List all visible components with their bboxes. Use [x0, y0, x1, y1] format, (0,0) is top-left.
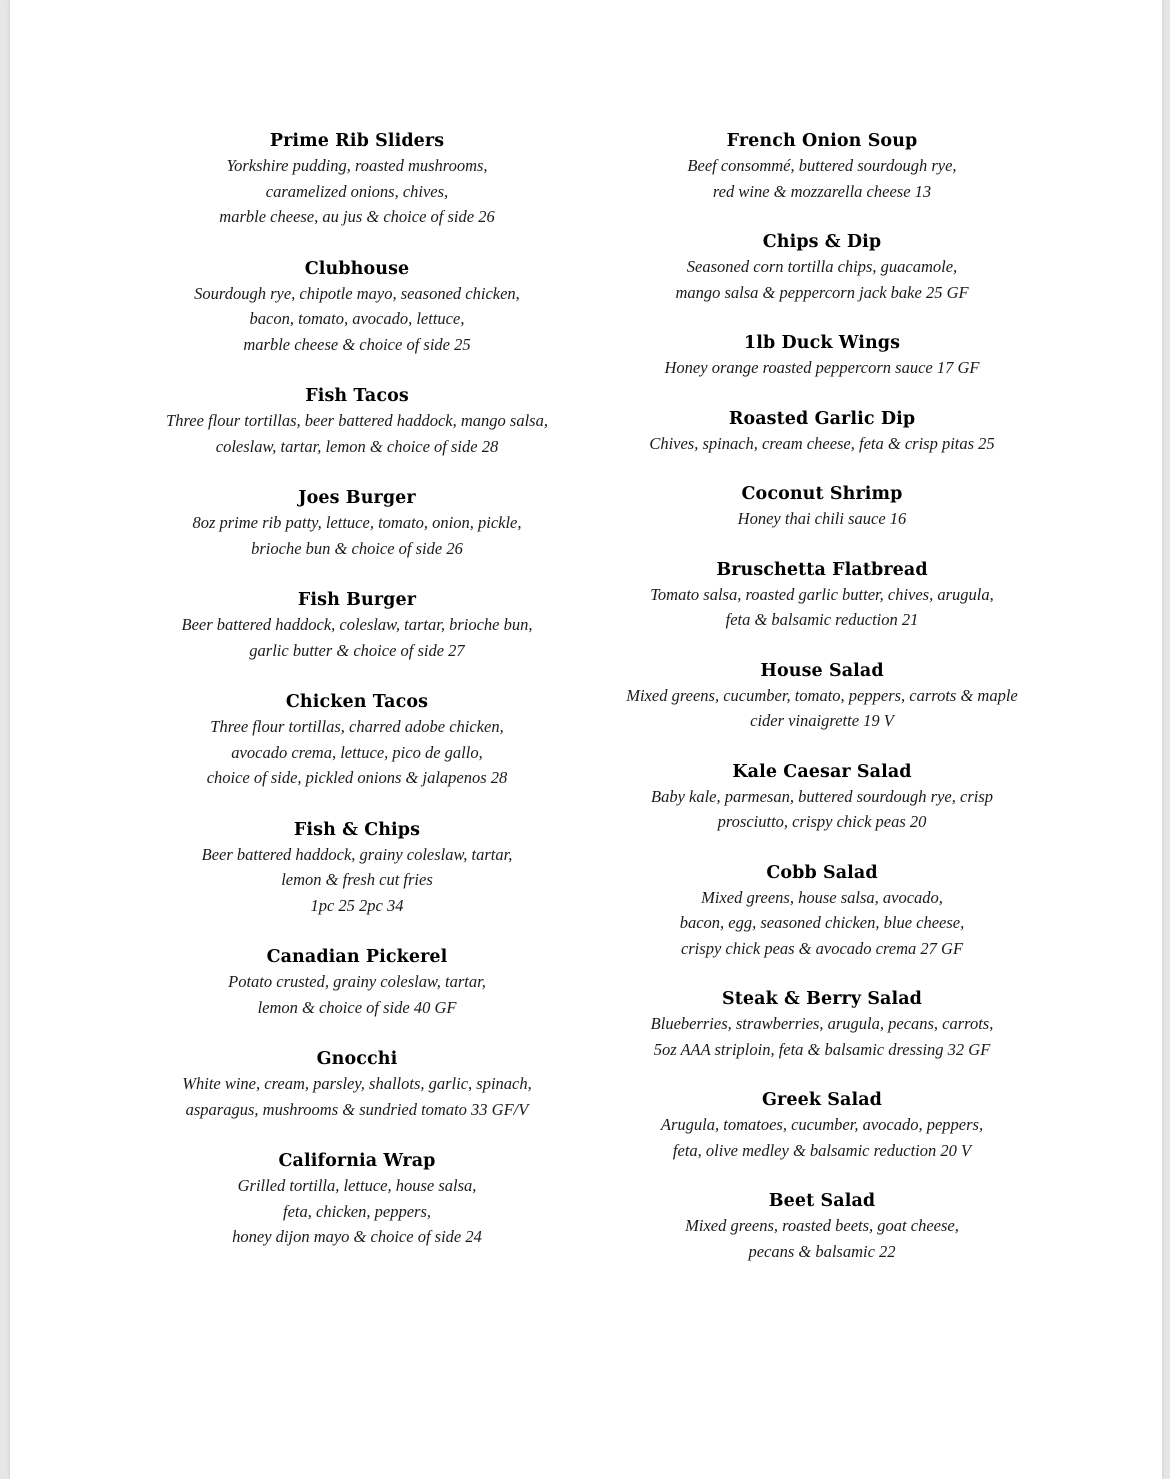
menu-item-description: Blueberries, strawberries, arugula, pecans, carrots, 5oz AAA striploin, feta & balsamic dressing 32 GF [650, 1014, 994, 1059]
menu-item [150, 945, 564, 1020]
menu-item [618, 861, 1026, 962]
menu-item [618, 1088, 1026, 1163]
menu-item [150, 588, 564, 663]
menu-item-name: Beet Salad [768, 1191, 876, 1211]
menu-column-right [618, 129, 1026, 1290]
menu-item-name: Prime Rib Sliders [269, 131, 445, 151]
menu-item-name: Fish Tacos [305, 386, 409, 406]
menu-item-description: Mixed greens, house salsa, avocado, bacon, egg, seasoned chicken, blue cheese, crispy chick peas & avocado crema 27 GF [679, 887, 965, 958]
menu-item [618, 760, 1026, 835]
menu-item-name: Chips & Dip [762, 232, 882, 252]
menu-column-left [150, 129, 564, 1277]
menu-item-name: House Salad [760, 660, 884, 681]
menu-item-description: Chives, spinach, cream cheese, feta & crisp pitas 25 [649, 433, 995, 453]
menu-item [150, 486, 564, 561]
menu-item [150, 257, 564, 358]
menu-item [150, 818, 564, 919]
menu-item-name: Clubhouse [304, 258, 410, 279]
menu-item-description: Potato crusted, grainy coleslaw, tartar, lemon & choice of side 40 GF [228, 972, 486, 1017]
menu-item-name: Joes Burger [298, 488, 416, 508]
menu-item-name: Bruschetta Flatbread [716, 559, 928, 580]
menu-item-name: Gnocchi [316, 1049, 398, 1069]
menu-item-description: Honey thai chili sauce 16 [737, 509, 907, 528]
menu-item-description: Seasoned corn tortilla chips, guacamole, mango salsa & peppercorn jack bake 25 GF [675, 257, 969, 302]
menu-item-description: Arugula, tomatoes, cucumber, avocado, peppers, feta, olive medley & balsamic reduction 20 V [660, 1115, 984, 1160]
menu-item-name: Fish Burger [297, 590, 417, 610]
menu-item-description: Three flour tortillas, charred adobe chicken, avocado crema, lettuce, pico de gallo, choice of side, pickled onions & jalapenos 28 [206, 717, 508, 787]
menu-item-description: Sourdough rye, chipotle mayo, seasoned chicken, bacon, tomato, avocado, lettuce, marble cheese & choice of side 25 [194, 283, 520, 354]
menu-item-name: Greek Salad [762, 1090, 882, 1110]
menu-item [618, 558, 1026, 633]
menu-item-name: Kale Caesar Salad [732, 761, 912, 782]
menu-item [618, 331, 1026, 381]
menu-item-description: Three flour tortillas, beer battered haddock, mango salsa, coleslaw, tartar, lemon & choice of side 28 [166, 411, 548, 456]
menu-item-description: Beer battered haddock, grainy coleslaw, tartar, lemon & fresh cut fries 1pc 25 2pc 34 [201, 844, 513, 915]
menu-item [150, 129, 564, 230]
menu-item [618, 407, 1026, 457]
menu-item [618, 659, 1026, 734]
menu-item-name: Roasted Garlic Dip [728, 408, 916, 429]
menu-item-name: French Onion Soup [726, 131, 918, 151]
menu-item-description: Baby kale, parmesan, buttered sourdough rye, crisp prosciutto, crispy chick peas 20 [650, 786, 993, 831]
menu-item [618, 987, 1026, 1062]
menu-item [618, 1189, 1026, 1264]
menu-item [618, 482, 1026, 532]
menu-item [618, 129, 1026, 204]
menu-item-description: Honey orange roasted peppercorn sauce 17 GF [664, 358, 980, 377]
menu-item [150, 1047, 564, 1122]
menu-item-name: 1lb Duck Wings [743, 333, 901, 353]
menu-item-description: Grilled tortilla, lettuce, house salsa, feta, chicken, peppers, honey dijon mayo & choice of side 24 [232, 1176, 482, 1246]
menu-item-description: Yorkshire pudding, roasted mushrooms, caramelized onions, chives, marble cheese, au jus & choice of side 26 [219, 156, 495, 226]
menu-item-description: Beef consommé, buttered sourdough rye, red wine & mozzarella cheese 13 [687, 156, 957, 201]
menu-item-description: Beer battered haddock, coleslaw, tartar, brioche bun, garlic butter & choice of side 27 [181, 615, 533, 660]
menu-item [150, 1149, 564, 1250]
menu-item-name: Steak & Berry Salad [721, 989, 923, 1009]
menu-item-description: Mixed greens, roasted beets, goat cheese, pecans & balsamic 22 [685, 1216, 959, 1261]
menu-item-name: Cobb Salad [766, 862, 878, 883]
menu-item-name: Fish & Chips [293, 819, 421, 840]
menu-item [150, 690, 564, 791]
menu-item-name: Coconut Shrimp [741, 484, 903, 504]
menu-item-name: Chicken Tacos [285, 692, 429, 712]
menu-item-description: Tomato salsa, roasted garlic butter, chives, arugula, feta & balsamic reduction 21 [650, 584, 994, 629]
menu-item-description: White wine, cream, parsley, shallots, garlic, spinach, asparagus, mushrooms & sundried tomato 33 GF/V [182, 1074, 532, 1119]
menu-item-name: Canadian Pickerel [266, 947, 448, 967]
menu-item [618, 230, 1026, 305]
menu-item [150, 384, 564, 459]
menu-page [10, 0, 1162, 1479]
menu-item-name: California Wrap [278, 1151, 436, 1171]
menu-item-description: 8oz prime rib patty, lettuce, tomato, onion, pickle, brioche bun & choice of side 26 [192, 513, 522, 558]
menu-item-description: Mixed greens, cucumber, tomato, peppers, carrots & maple cider vinaigrette 19 V [626, 685, 1018, 730]
